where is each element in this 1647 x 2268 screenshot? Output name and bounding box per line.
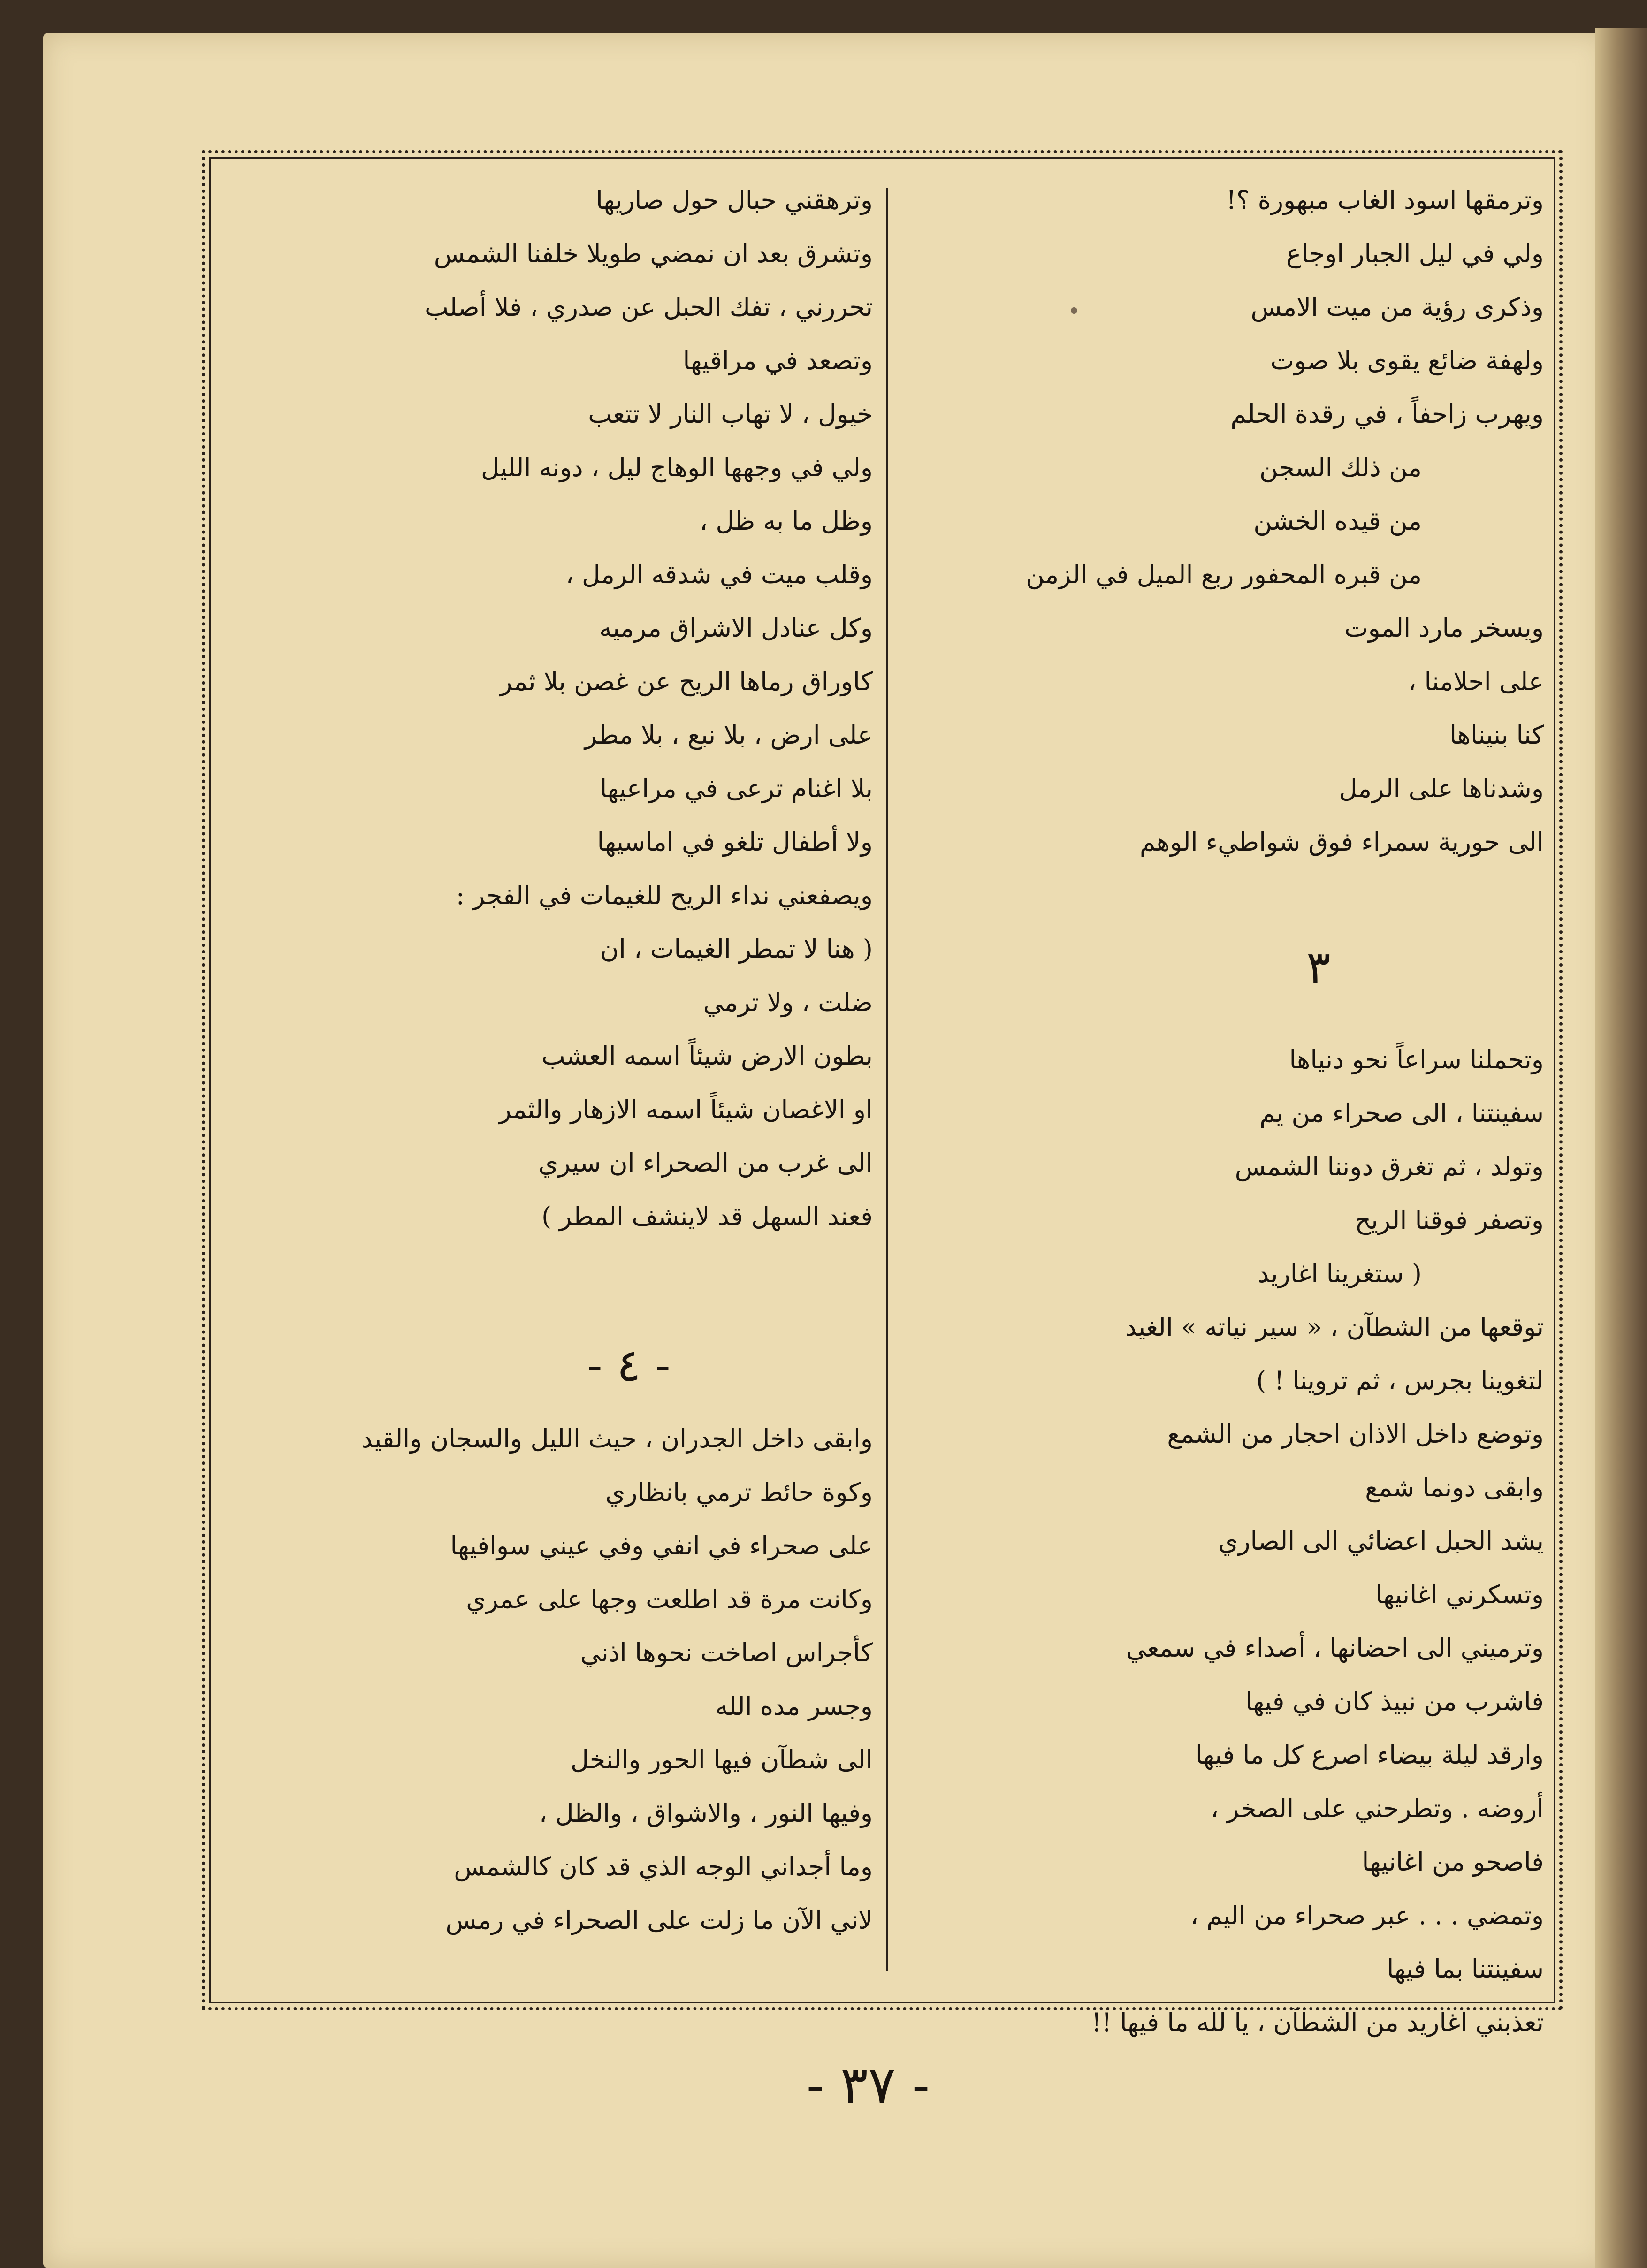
page-number: - ٣٧ -	[806, 2055, 930, 2115]
poem-line: ولي في ليل الجبار اوجاع	[1286, 239, 1544, 268]
poem-line: لتغوينا بجرس ، ثم تروينا ! )	[1256, 1366, 1544, 1395]
poem-line: وما أجداني الوجه الذي قد كان كالشمس	[454, 1852, 873, 1881]
poem-line: وظل ما به ظل ،	[699, 506, 873, 536]
poem-line: وتشرق بعد ان نمضي طويلا خلفنا الشمس	[434, 239, 873, 268]
column-divider	[886, 188, 888, 1971]
poem-line: وابقى داخل الجدران ، حيث الليل والسجان والقيد	[361, 1424, 873, 1454]
poem-line: الى شطآن فيها الحور والنخل	[570, 1745, 873, 1774]
poem-line: ( هنا لا تمطر الغيمات ، ان	[600, 934, 873, 964]
poem-line: من ذلك السجن	[1259, 453, 1422, 482]
poem-line: كاوراق رماها الريح عن غصن بلا ثمر	[500, 667, 873, 696]
poem-line: فاشرب من نبيذ كان في فيها	[1245, 1687, 1544, 1716]
poem-line: ويسخر مارد الموت	[1344, 613, 1544, 643]
poem-line: فاصحو من اغانيها	[1362, 1847, 1544, 1877]
poem-line: تحررني ، تفك الحبل عن صدري ، فلا أصلب	[425, 292, 873, 322]
poem-line: بلا اغنام ترعى في مراعيها	[600, 774, 873, 803]
poem-line: بطون الارض شيئاً اسمه العشب	[541, 1041, 873, 1071]
poem-line: توقعها من الشطآن ، « سير نياته » الغيد	[1125, 1312, 1544, 1342]
poem-line: من قبره المحفور ربع الميل في الزمن	[1026, 560, 1422, 589]
poem-line: سفينتنا ، الى صحراء من يم	[1259, 1098, 1544, 1128]
poem-line: وتمضي . . . عبر صحراء من اليم ،	[1190, 1901, 1544, 1930]
poem-line: وفيها النور ، والاشواق ، والظل ،	[539, 1798, 873, 1828]
poem-line: ضلت ، ولا ترمي	[703, 988, 873, 1017]
poem-line: الى غرب من الصحراء ان سيري	[538, 1148, 873, 1178]
right-column-stanza-2	[906, 1033, 1544, 2049]
poem-line: كأجراس اصاخت نحوها اذني	[580, 1638, 873, 1667]
right-column-stanza-1	[906, 174, 1544, 869]
left-column	[244, 174, 873, 1947]
poem-line: ويصفعني نداء الريح للغيمات في الفجر :	[456, 881, 873, 910]
poem-line: خيول ، لا تهاب النار لا تتعب	[588, 399, 873, 429]
poem-line: وتسكرني اغانيها	[1375, 1580, 1544, 1609]
poem-line: وقلب ميت في شدقه الرمل ،	[565, 560, 873, 589]
poem-line: وترهقني حبال حول صاريها	[595, 185, 873, 215]
poem-line: من قيده الخشن	[1253, 506, 1422, 536]
poem-line: وذكرى رؤية من ميت الامس	[1250, 292, 1544, 322]
poem-line: على احلامنا ،	[1408, 667, 1544, 696]
poem-line: وكل عنادل الاشراق مرميه	[599, 613, 873, 643]
poem-line: وجسر مده الله	[715, 1691, 873, 1721]
poem-line: وشدناها على الرمل	[1339, 774, 1544, 803]
poem-line: تعذبني اغاريد من الشطآن ، يا لله ما فيها !!	[1091, 2008, 1544, 2037]
poem-line: وترمقها اسود الغاب مبهورة ؟!	[1226, 185, 1544, 215]
poem-line: او الاغصان شيئاً اسمه الازهار والثمر	[499, 1095, 873, 1124]
section-number-4: - ٤ -	[587, 1339, 671, 1392]
poem-line: وتحملنا سراعاً نحو دنياها	[1289, 1045, 1544, 1074]
poem-line: كنا بنيناها	[1449, 720, 1544, 750]
poem-line: يشد الحبل اعضائي الى الصاري	[1218, 1526, 1544, 1556]
poem-line: وكوة حائط ترمي بانظاري	[605, 1477, 873, 1507]
left-column-stanza-2	[244, 1412, 873, 1947]
poem-line: ولا أطفال تلغو في اماسيها	[597, 827, 873, 857]
left-column-stanza-1	[244, 174, 873, 1243]
poem-line: لاني الآن ما زلت على الصحراء في رمس	[445, 1905, 873, 1935]
poem-line: فعند السهل قد لاينشف المطر )	[541, 1202, 873, 1231]
poem-line: وابقى دونما شمع	[1365, 1473, 1544, 1502]
poem-line: سفينتنا بما فيها	[1387, 1954, 1544, 1984]
poem-line: ولي في وجهها الوهاج ليل ، دونه الليل	[480, 453, 873, 482]
poem-line: وتوضع داخل الاذان احجار من الشمع	[1167, 1419, 1544, 1449]
poem-line: ويهرب زاحفاً ، في رقدة الحلم	[1230, 399, 1544, 429]
poem-line: وارقد ليلة بيضاء اصرع كل ما فيها	[1195, 1740, 1544, 1770]
poem-line: ولهفة ضائع يقوى بلا صوت	[1270, 346, 1544, 375]
poem-line: وكانت مرة قد اطلعت وجها على عمري	[466, 1584, 873, 1614]
poem-line: وتصعد في مراقيها	[683, 346, 873, 375]
poem-line: على صحراء في انفي وفي عيني سوافيها	[450, 1531, 873, 1560]
poem-line: وتصفر فوقنا الريح	[1355, 1205, 1544, 1235]
right-column	[906, 174, 1544, 2049]
section-number-3: ٣	[1306, 941, 1331, 994]
poem-line: على ارض ، بلا نبع ، بلا مطر	[584, 720, 873, 750]
poem-line: وتولد ، ثم تغرق دوننا الشمس	[1235, 1152, 1544, 1181]
poem-line: أروضه . وتطرحني على الصخر ،	[1210, 1794, 1544, 1823]
poem-line: الى حورية سمراء فوق شواطيء الوهم	[1139, 827, 1544, 857]
poem-line: ( ستغرينا اغاريد	[1258, 1259, 1422, 1288]
page-edge	[1595, 28, 1647, 2268]
poem-line: وترميني الى احضانها ، أصداء في سمعي	[1126, 1633, 1544, 1663]
